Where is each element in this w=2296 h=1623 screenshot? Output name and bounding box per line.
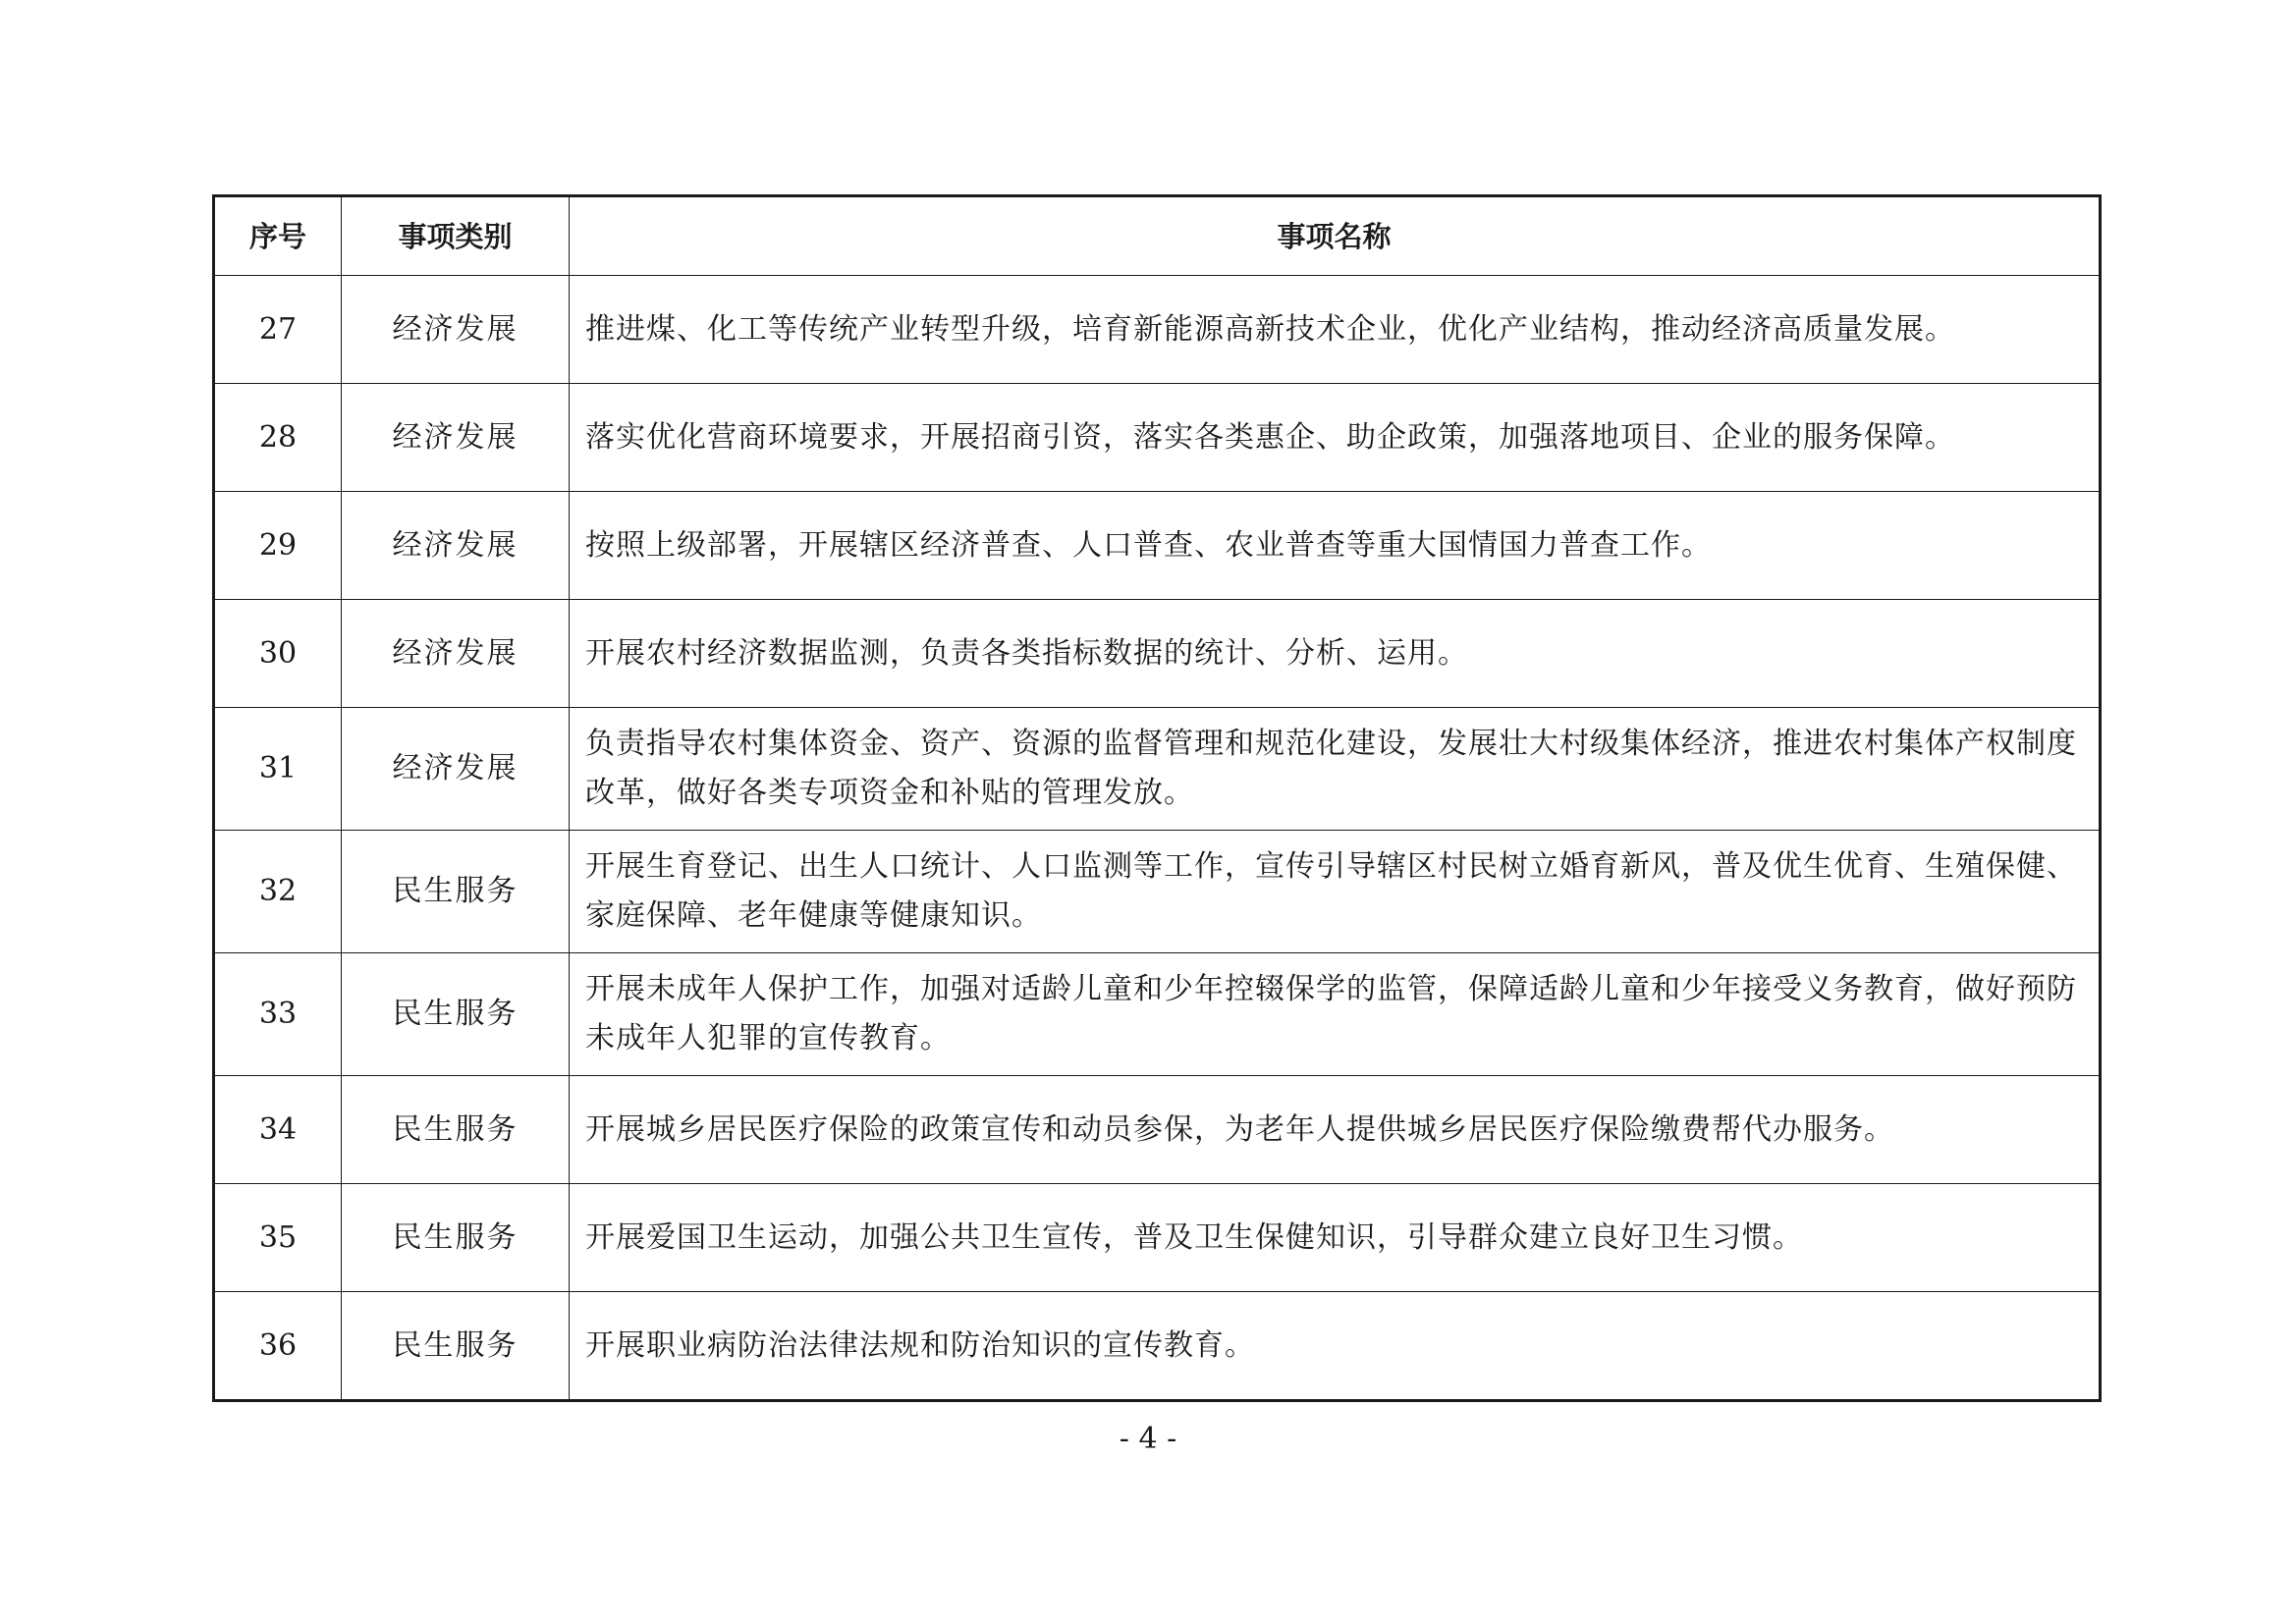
table-header-row [214, 196, 2101, 276]
row-seq: 31 [214, 708, 342, 831]
row-seq: 36 [214, 1292, 342, 1401]
row-name: 推进煤、化工等传统产业转型升级，培育新能源高新技术企业，优化产业结构，推动经济高质量发展。 [570, 276, 2101, 384]
row-seq: 30 [214, 600, 342, 708]
header-category: 事项类别 [342, 196, 570, 276]
row-name: 开展职业病防治法律法规和防治知识的宣传教育。 [570, 1292, 2101, 1401]
table-row [214, 1292, 2101, 1401]
table-row [214, 831, 2101, 953]
table-row [214, 1184, 2101, 1292]
page-number: - 4 - [1119, 1422, 1177, 1456]
row-seq: 35 [214, 1184, 342, 1292]
row-seq: 32 [214, 831, 342, 953]
row-seq: 29 [214, 492, 342, 600]
table-row [214, 600, 2101, 708]
row-category: 民生服务 [342, 831, 570, 953]
row-category: 民生服务 [342, 1184, 570, 1292]
row-category: 经济发展 [342, 492, 570, 600]
table-row [214, 708, 2101, 831]
table-row [214, 276, 2101, 384]
row-name: 负责指导农村集体资金、资产、资源的监督管理和规范化建设，发展壮大村级集体经济，推进农村集体产权制度改革，做好各类专项资金和补贴的管理发放。 [570, 708, 2101, 831]
row-category: 经济发展 [342, 600, 570, 708]
row-category: 经济发展 [342, 708, 570, 831]
row-name: 落实优化营商环境要求，开展招商引资，落实各类惠企、助企政策，加强落地项目、企业的服务保障。 [570, 384, 2101, 492]
table-row [214, 1076, 2101, 1184]
items-table [212, 194, 2102, 1402]
row-name: 开展城乡居民医疗保险的政策宣传和动员参保，为老年人提供城乡居民医疗保险缴费帮代办服务。 [570, 1076, 2101, 1184]
header-seq: 序号 [214, 196, 342, 276]
row-seq: 27 [214, 276, 342, 384]
row-seq: 28 [214, 384, 342, 492]
row-category: 民生服务 [342, 1076, 570, 1184]
row-category: 民生服务 [342, 1292, 570, 1401]
row-category: 经济发展 [342, 384, 570, 492]
row-seq: 33 [214, 953, 342, 1076]
row-name: 按照上级部署，开展辖区经济普查、人口普查、农业普查等重大国情国力普查工作。 [570, 492, 2101, 600]
row-seq: 34 [214, 1076, 342, 1184]
row-name: 开展生育登记、出生人口统计、人口监测等工作，宣传引导辖区村民树立婚育新风，普及优生优育、生殖保健、家庭保障、老年健康等健康知识。 [570, 831, 2101, 953]
table-row [214, 953, 2101, 1076]
table-row [214, 384, 2101, 492]
row-category: 民生服务 [342, 953, 570, 1076]
table-row [214, 492, 2101, 600]
row-name: 开展爱国卫生运动，加强公共卫生宣传，普及卫生保健知识，引导群众建立良好卫生习惯。 [570, 1184, 2101, 1292]
row-name: 开展农村经济数据监测，负责各类指标数据的统计、分析、运用。 [570, 600, 2101, 708]
header-name: 事项名称 [570, 196, 2101, 276]
row-name: 开展未成年人保护工作，加强对适龄儿童和少年控辍保学的监管，保障适龄儿童和少年接受义务教育，做好预防未成年人犯罪的宣传教育。 [570, 953, 2101, 1076]
row-category: 经济发展 [342, 276, 570, 384]
